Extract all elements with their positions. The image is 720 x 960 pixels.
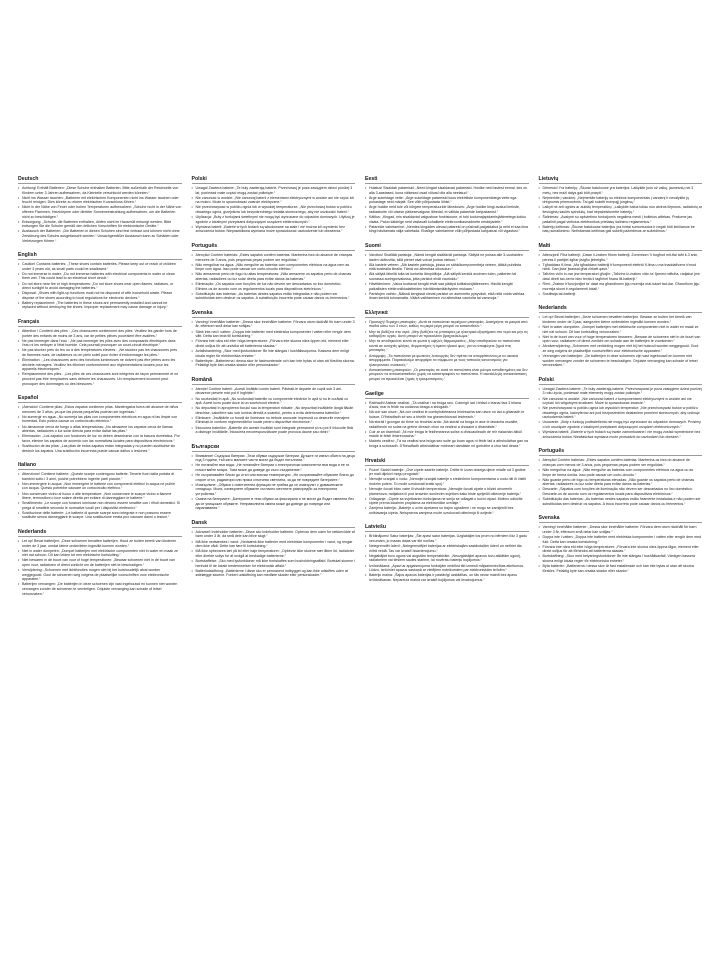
warning-item: • Varning! Innehåller batterier: „Dessa skor innehåller batterier. Förvara utom räckhåll för barn under 3 år, eftersom små delar kan sväljas.“: [192, 320, 356, 329]
warning-item: • Nie przechowywać w pobliżu ognia lub wysokich temperatur: „Nie przechowywać butów w pobliżu otwartego ognia, kaloryferów ani pod bezpośrednim działaniem promieni słonecznych, aby uniknąć uszkodzenia baterii.“: [539, 406, 703, 420]
warning-item: • Bortskaffelse: „Sko med lysfunktioner må ikke bortskaffes som husholdningsaffald. Bortskaf skoene i henhold til de lokale bestemmelser for elektronisk affald.“: [192, 559, 356, 568]
warning-list: [192, 253, 356, 301]
warning-list: [365, 320, 529, 382]
warning-item: • Iznīcināšana: „Apavi ar apgaismojuma funkcijām nedrīkst tikt izmesti mājsaimniecības atkritumos. Lūdzu, iznīciniet apavus saskaņā ar vietējiem noteikumiem par elektroniskām ierīcēm.“: [365, 564, 529, 573]
text-column: [365, 176, 529, 591]
warning-item: • No almacenar cerca de fuego o altas temperaturas: „No almacene los zapatos cerca de llamas abiertas, radiadores o luz solar directa para evitar dañar las pilas.“: [18, 425, 182, 434]
warning-list: [539, 525, 703, 573]
warning-list: [365, 534, 529, 582]
warning-item: • Brīdinājums! Satur baterijas: „Šie apavi satur baterijas. Uzglabājiet tos prom no bērniem līdz 3 gadu vecumam, jo mazas daļas var tikt norītas.“: [365, 534, 529, 543]
warning-item: • Niet in water dompelen: „Dompel batterijen met elektrische componenten niet in water en maak ze niet nat schoon. Dit kan kortsluiting veroorzaken.“: [539, 325, 703, 334]
warning-item: • Byta batterier: „Batterierna i dessa skor är fast installerade och kan inte bytas ut utan att skorna förstörs. Felaktig byte kan orsaka skador eller skador.“: [539, 564, 703, 573]
language-section: [18, 319, 182, 386]
warning-item: • Não guarde perto de fogo ou temperaturas elevadas: „Não guarde os sapatos perto de chamas abertas, radiadores ou luz solar direta para evitar danos às baterias.“: [539, 478, 703, 487]
language-heading: Nederlands: [539, 305, 703, 313]
warning-item: • Pozor! Sadrži baterije: „Ove cipele sadrže baterije. Držite ih izvan dosega djece mlađe od 3 godine jer mali dijelovi mogu progutati.“: [365, 468, 529, 477]
warning-item: • Let op! Bevat batterijen: „Deze schoenen bevatten batterijen. Houd ze buiten bereik van kinderen onder de 3 jaar, omdat kleine onderdelen ingeslikt kunnen worden.“: [18, 539, 182, 548]
warning-item: • Älä säilytä lähellä tulta tai korkeita lämpötiloja: „Älä säilytä kenkiä avoimen tulen, patterien tai suorassa auringonvalossa, jotta paristot eivät vaurioidu.“: [365, 272, 529, 281]
warning-list: [18, 472, 182, 520]
language-heading: Gaeilge: [365, 391, 529, 399]
text-column: [18, 176, 182, 605]
language-heading: Português: [539, 448, 703, 456]
warning-list: [539, 387, 703, 440]
warning-item: • Hoiatus! Sisaldab patareisid: „Need kingad sisaldavad patareisid. Hoidke neid lastest eemal, kes on alla 3-aastased, kuna väikesed osad võivad olla alla neelatud.“: [365, 186, 529, 195]
warning-item: • Nie zanurzać w wodzie: „Nie zanurzaj baterii z elementami elektrycznymi w wodzie ani nie czyść ich na mokro. Może to spowodować zwarcie elektryczne.“: [192, 196, 356, 205]
language-section: [365, 524, 529, 582]
language-section: [192, 176, 356, 234]
language-section: [18, 462, 182, 520]
language-heading: Deutsch: [18, 176, 182, 184]
language-section: [539, 448, 703, 506]
language-section: [192, 377, 356, 435]
warning-item: • Uwaga! Zawiera baterie: „Te buty zawierają baterie. Przechowuj je poza zasięgiem dzieci poniżej 3 lat, ponieważ małe części mogą zostać połknięte.“: [192, 186, 356, 195]
warning-item: • Nemojte čuvati blizu vatre ili visokih temperatura: „Nemojte čuvati cipele u blizini otvorenih plamenova, radijatora ili pod izravnim sunčevim svjetlom kako biste spriječili oštećenje baterija.“: [365, 487, 529, 496]
warning-item: • Må ikke opbevares tæt på ild eller høje temperaturer: „Opbevar ikke skoene nær åben ild, radiatorer eller direkte sollys for at undgå at beskadige batterierne.“: [192, 549, 356, 558]
warning-item: • Изхвърляне: „Обувки с осветителни функции не трябва да се изхвърлят с домакинските отпадъци. Моля, изхвърлете обувките съгласно местните разпоредби за електронни устройства.“: [192, 483, 356, 497]
language-section: [365, 176, 529, 234]
warning-list: [539, 315, 703, 368]
warning-list: [365, 468, 529, 516]
warning-item: • Smaltimento: „Le scarpe con funzioni luminose non devono essere smaltite con i rifiuti domestici. Si prega di smaltirle secondo le normative locali per i dispositivi elettronici.“: [18, 501, 182, 510]
language-heading: Română: [192, 377, 356, 385]
text-column: [539, 176, 703, 582]
language-heading: Ελληνικά: [365, 310, 529, 318]
language-section: [192, 310, 356, 368]
language-heading: Malti: [539, 243, 703, 251]
warning-item: • Usuwanie: „Buty z funkcją podświetlenia nie mogą być wyrzucane do odpadów domowych. Prosimy o ich usunięcie zgodnie z lokalnymi przepisami dotyczącymi urządzeń elektronicznych.“: [539, 420, 703, 429]
language-section: [192, 520, 356, 578]
warning-item: • Tgħaddasx fl-ilma: „Ma tgħaddasx batteriji b’komponenti elettriċi fl-ilma u ma tnaddafhomx b’mod niedi. Dan jista’ jwassal għal ċirkwit qasir.“: [539, 263, 703, 272]
warning-item: • Verwijdering: „Schoenen met lichtfuncties mogen niet bij het huishoudelijk afval worden weggegooid. Gooi de schoenen weg volgens de plaatselijke voorschriften voor elektronische apparaten.“: [18, 568, 182, 582]
warning-item: • Neglabājiet tuvu uguns vai augstām temperatūrām: „Neuzglabājiet apavus tuvu atklātām ugunij, radiatoriem vai tiešiem saules stariem, lai novērstu bateriju bojājumus.“: [365, 554, 529, 563]
warning-item: • Rimi: „Żraben b’funzjonijiet ta’ dawl ma għandhomx jiġu mormija mal-iskart tad-dar. Għandhom jiġu mormija skont ir-regolamenti lokali.“: [539, 282, 703, 291]
warning-item: • Προσοχή! Περιέχει μπαταρίες: „Αυτά τα παπούτσια περιέχουν μπαταρίες. Διατηρήστε τα μακριά από παιδιά κάτω των 3 ετών, καθώς τα μικρά μέρη μπορεί να καταποθούν.“: [365, 320, 529, 329]
warning-item: • Смяна на батериите: „Батериите в тези обувки са фиксирани и не могат да бъдат сменени без да се унищожат обувките. Неправилната смяна може да доведе до повреди или наранявания.“: [192, 497, 356, 511]
warning-list: [365, 253, 529, 301]
warning-item: • Sostituzione delle batterie: „Le batterie di queste scarpe sono integrate e non possono essere sostituite senza danneggiare le scarpe. Una sostituzione errata può causare danni o lesioni.“: [18, 511, 182, 520]
warning-item: • Caution! Contains batteries: „These shoes contain batteries. Please keep out of reach of children under 3 years old, as small parts could be swallowed.“: [18, 262, 182, 271]
warning-item: • Zamjena baterija: „Baterije u ovim cipelama su trajno ugrađene i ne mogu se zamijeniti bez uništavanja cipela. Neispravna zamjena može uzrokovati oštećenja ili ozljede.“: [365, 506, 529, 515]
warning-item: • Attenzjoni! Fiha batteriji: „Dawn il-żraben fihom batteriji. Żommhom ’il bogħod mit-tfal taħt it-3 snin, peress li partijiet żgħar jistgħu jinbelgħu.“: [539, 253, 703, 262]
language-section: [18, 176, 182, 243]
language-section: [365, 310, 529, 382]
warning-item: • Hävittäminen: „Valoa tuottavat kengät eivät saa päätyä kotitalousjätteeseen. Hävitä kengät paikallisten elektroniikkalaitteiden hävittämismääräysten mukaan.“: [365, 282, 529, 291]
language-section: [18, 395, 182, 453]
language-heading: Français: [18, 319, 182, 327]
warning-item: • Wymiana baterii: „Baterie w tych butach są wbudowane na stałe i nie można ich wymienić bez zniszczenia butów. Nieprawidłowa wymiana może spowodować uszkodzenie lub obrażenia.“: [192, 225, 356, 234]
warning-item: • Non immergere in acqua: „Non immergere le batterie con componenti elettrici in acqua né pulirle con acqua. Questo potrebbe causare un cortocircuito elettrico.“: [18, 482, 182, 491]
warning-item: • Disposal: „Shoes with light-up functions must not be disposed of with household waste. Please dispose of the shoes according to local regulations for electronic devices.“: [18, 291, 182, 300]
language-section: [539, 243, 703, 296]
warning-item: • Achtung! Enthält Batterien: „Diese Schuhe enthalten Batterien. Bitte außerhalb der Reichweite von Kindern unter 3 Jahren aufbewahren, da Kleinteile verschluckt werden könnten.“: [18, 186, 182, 195]
language-heading: Svenska: [539, 515, 703, 523]
warning-item: • Bortskaffning: „Skor med belysningsfunktioner får inte slängas i hushållsavfall. Vänligen kassera skorna enligt lokala regler för elektroniska enheter.“: [539, 554, 703, 563]
columns: [18, 176, 702, 605]
warning-item: • Sostitwija tal-batteriji: [539, 292, 703, 297]
warning-item: • Paristojen vaihto: „Näissä kengissä olevat paristot on asennettu pysyvästi, eikä niitä voida vaihtaa ilman kenkiä tuhoamatta. Väärä vaihtaminen voi aiheuttaa vaurioita tai vammoja.“: [365, 292, 529, 301]
warning-item: • Não armazenar perto de fogo ou altas temperaturas: „Não armazene os sapatos perto de chamas abertas, radiadores ou luz solar direta para evitar danos às baterias.“: [192, 272, 356, 281]
language-section: [365, 243, 529, 301]
warning-item: • Cuir ar an dramhaíl: „Ní mór bróga le feidhmeanna soilse a dhíscaoileadh de réir rialachán áitiúil maidir le feistí leictreonacha.“: [365, 430, 529, 439]
language-heading: Lietuvių: [539, 176, 703, 184]
language-heading: Български: [192, 444, 356, 452]
warning-item: • Entsorgung: „Schuhe, die Batterien enthalten, dürfen nicht im Hausmüll entsorgt werden. Bitte entsorgen Sie die Schuhe gemäß den örtlichen Vorschriften für elektronische Geräte.“: [18, 220, 182, 229]
warning-item: • Non conservare vicino al fuoco o alte temperature: „Non conservare le scarpe vicino a fiamme libere, termosifoni o luce solare diretta per evitare di danneggiare le batterie.“: [18, 492, 182, 501]
warning-item: • Avfallshantering: „Skor med ljusfunktioner får inte slängas i hushållssoporna. Kassera dem enligt lokala regler för elektroniska enheter.“: [192, 349, 356, 358]
language-section: [539, 377, 703, 440]
warning-item: • Patareide vahetamine: „Nendes kingades olevad patareid on püsivalt paigaldatud ja neid ei saa ilma kingi hävitamata välja vahetada. Ebaõige vahetamine võib põhjustada kahjustusi või vigastusi.“: [365, 225, 529, 234]
warning-item: • Substituição das baterias: „As baterias destes sapatos estão integradas e não podem ser substituídas sem destruir os sapatos. A substituição incorreta pode causar danos ou ferimentos.“: [192, 292, 356, 301]
warning-item: • Descarte: „Sapatos com funções de iluminação não devem ser descartados no lixo doméstico. Descarte-os de acordo com os regulamentos locais para dispositivos eletrônicos.“: [539, 487, 703, 496]
language-section: [539, 176, 703, 234]
warning-item: • Απόρριψη: „Τα παπούτσια με φωτεινές λειτουργίες δεν πρέπει να απορρίπτονται με τα οικιακά απορρίμματα. Παρακαλούμε απορρίψτε τα σύμφωνα με τους τοπικούς κανονισμούς για ηλεκτρονικές συσκευές.“: [365, 354, 529, 368]
warning-item: • Attenzione! Contiene batterie: „Queste scarpe contengono batterie. Tenerle fuori dalla portata di bambini sotto i 3 anni, poiché potrebbero ingerire parti piccole.“: [18, 472, 182, 481]
language-section: [365, 458, 529, 516]
warning-item: • Substituição das baterias: „As baterias nestes sapatos estão fixamente instaladas e não podem ser substituídas sem destruir os sapatos. A troca incorreta pode causar danos ou ferimentos.“: [539, 497, 703, 506]
warning-item: • Battery replacement: „The batteries in these shoes are permanently installed and cannot be replaced without destroying the shoes. Improper replacement may cause damage or injury.“: [18, 301, 182, 310]
warning-item: • Dėmesio! Yra baterijų: „Šiuose batukuose yra baterijos. Laikykite juos už vaikų, jaunesnių nei 3 metų, nes maži dalys gali būti praryti.“: [539, 186, 703, 195]
warning-list: [365, 401, 529, 449]
warning-item: • Atenção! Contém baterias: „Estes sapatos contêm baterias. Mantenha fora do alcance de crianças menores de 3 anos, pois pequenas peças podem ser engolidas.“: [192, 253, 356, 262]
warning-item: • Varning! Innehåller batterier: „Dessa skor innehåller batterier. Förvara dem utom räckhåll för barn under 3 år, eftersom små delar kan sväljas.“: [539, 525, 703, 534]
warning-item: • Sänk inte ned i vatten: „Doppa inte batterier med elektriska komponenter i vatten eller rengör dem vått. Detta kan leda till kortslutning.“: [192, 330, 356, 339]
warning-item: • Μην τα βυθίζετε στο νερό: „Μην βυθίζετε τις μπαταρίες με ηλεκτρικά εξαρτήματα στο νερό και μην τις καθαρίζετε υγρές. Αυτό μπορεί να προκαλέσει βραχυκύκλωμα.“: [365, 330, 529, 339]
language-section: [365, 391, 529, 449]
warning-item: • Taħżinx viċin in-nar jew temperaturi għoljin: „Taħżinx iż-żraben viċin ta’ fjammi miftuħa, radjaturi jew dawl dirett tax-xemx biex tevita li tagħmel ħsara lill-batteriji.“: [539, 272, 703, 281]
language-heading: Eesti: [365, 176, 529, 184]
text-column: [192, 176, 356, 587]
warning-item: • Nu scufundați în apă: „Nu scufundați bateriile cu componente electrice în apă și nu le curățați cu apă. Acest lucru poate duce la un scurtcircuit electric.“: [192, 397, 356, 406]
warning-list: [192, 454, 356, 511]
warning-list: [539, 253, 703, 296]
warning-item: • Nicht in der Nähe von Feuer oder hohen Temperaturen aufbewahren: „Schuhe nicht in der Nähe von offenen Flammen, Heizkörpern oder direkter Sonneneinstrahlung aufbewahren, um die Batterien nicht zu beschädigen.“: [18, 205, 182, 219]
language-heading: Hrvatski: [365, 458, 529, 466]
warning-item: • Laikyti ne arti ugnies ar aukštų temperatūrų: „Laikykite batus toliau nuo atviros liepsnos, radiatorių ar tiesioginių saulės spindulių, kad nepažeistumėte baterijų.“: [539, 205, 703, 214]
warning-list: [18, 539, 182, 596]
warning-item: • Let op! Bevat batterijen: „Deze schoenen bevatten batterijen. Bewaar ze buiten het bereik van kinderen onder de 3 jaar, aangezien kleine onderdelen ingeslikt kunnen worden.“: [539, 315, 703, 324]
language-section: [18, 252, 182, 310]
warning-item: • Šalinimas: „Avalynė su apšvietimo funkcijomis negalima mesti į buitinius atliekas. Prašome jas pašalinti pagal vietinius elektronikos prietaisų šalinimo reglamentus.“: [539, 215, 703, 224]
language-heading: Nederlands: [18, 529, 182, 537]
warning-item: • Do not immerse in water: „Do not immerse batteries with electrical components in water or clean them wet. This could lead to an electrical short circuit.“: [18, 272, 182, 281]
warning-item: • Vervangen van batterijen: „De batterijen in deze schoenen zijn vast ingebouwd en kunnen niet worden vervangen zonder de schoenen te beschadigen. Onjuiste vervanging kan schade of letsel veroorzaken.“: [539, 354, 703, 368]
warning-item: • Élimination : „Les chaussures avec des fonctions lumineuses ne doivent pas être jetées avec les déchets ménagers. Veuillez les éliminer conformément aux règlementations locales pour les appareils électroniques.“: [18, 358, 182, 372]
warning-item: • Внимание! Съдържа батерии: „Тези обувки съдържат батерии. Дръжте ги извън обсега на деца под 3 години, тъй като малките части могат да бъдат погълнати.“: [192, 454, 356, 463]
warning-item: • Attention ! Contient des piles : „Ces chaussures contiennent des piles. Veuillez les garder hors de portée des enfants de moins de 3 ans, car de petites pièces pourraient être avalées.“: [18, 329, 182, 338]
warning-item: • Não mergulhar na água: „Não mergulhe as baterias com componentes elétricos na água ou as limpe de forma úmida. Isso pode causar um curto-circuito.“: [539, 468, 703, 477]
warning-item: • Nie przechowywać w pobliżu ognia lub w wysokiej temperaturze: „Nie przechowuj butów w pobliżu otwartego ognia, grzejników lub bezpośredniego światła słonecznego, aby nie uszkodzić baterii.“: [192, 205, 356, 214]
warning-list: [18, 186, 182, 243]
warning-item: • Ná cuir san uisce: „Ná cuir ceallraí le comhpháirteanna leictreacha san uisce nó iad a ghlanadh le huisce. D'fhéadfadh sé seo a bheith ina ghearrchiorcad leictreach.“: [365, 410, 529, 419]
warning-item: • Niet in water dompelen: „Dompel batterijen met elektrische componenten niet in water en maak ze niet nat schoon. Dit kan leiden tot een elektrische kortsluiting.“: [18, 549, 182, 558]
warning-item: • Nicht ins Wasser tauchen: „Batterien mit elektrischen Komponenten nicht ins Wasser tauchen oder feucht reinigen. Dies könnte zu einem elektrischen Kurzschluss führen.“: [18, 196, 182, 205]
warning-item: • Batteribyte: „Batterierna i dessa skor är fastmonterade och kan inte bytas ut utan att förstöra skorna. Felaktigt byte kan orsaka skador eller personskador.“: [192, 359, 356, 368]
warning-item: • Uwaga! Zawiera baterie: „Te buty zawierają baterie. Przechowywać je poza zasięgiem dzieci poniżej 3 roku życia, ponieważ małe elementy mogą zostać połknięte.“: [539, 387, 703, 396]
warning-item: • Ärge sukeldage vette: „Ärge sukeldage patareisid koos elektriliste komponentidega vette ega puhastage neid märjalt. See võib põhjustada lühist.“: [365, 196, 529, 205]
warning-item: • Utylizacja: „Buty z funkcjami świetlnymi nie mogą być wyrzucane do odpadów domowych. Utylizuj je zgodnie z lokalnymi przepisami dotyczącymi urządzeń elektronicznych.“: [192, 215, 356, 224]
warning-item: • Batteriudskiftning: „Batterierne i disse sko er permanent indbygget og kan ikke udskiftes uden at ødelægge skoene. Forkert udskiftning kan medføre skader eller personskader.“: [192, 569, 356, 578]
warning-item: • Älä kastele veteen: „Älä kastele paristoja, joissa on sähkökomponentteja veteen, äläkä puhdista niitä kostealla liinalla. Tämä voi aiheuttaa oikosulun.“: [365, 263, 529, 272]
warning-item: • Eliminação: „Os sapatos com funções de luz não devem ser descartados no lixo doméstico. Elimine-os de acordo com os regulamentos locais para dispositivos eletrônicos.“: [192, 282, 356, 291]
warning-item: • Rabhadh! Aistear ceallraí: „Tá ceallraí i na bróga seo. Coinnigh iad i bhfad ó leanaí faoi 3 bliana d'aois, mar is féidir na codanna beaga a shlogadh.“: [365, 401, 529, 410]
warning-list: [192, 186, 356, 234]
warning-item: • Μην τα αποθηκεύετε κοντά σε φωτιά ή υψηλές θερμοκρασίες: „Μην αποθηκεύετε τα παπούτσια κοντά σε ανοιχτές φλόγες, θερμαντήρες ή άμεσο ηλιακό φως, για να αποφύγετε ζημιά στις μπαταρίες.“: [365, 339, 529, 353]
warning-list: [192, 530, 356, 578]
warning-item: • ¡Atención! Contiene pilas: „Estos zapatos contienen pilas. Manténgalos fuera del alcance de niños menores de 3 años, ya que las piezas pequeñas podrían ser ingeridas.“: [18, 405, 182, 414]
warning-item: • Ärge hoidke neid tule või kõrgete temperatuuride läheduses: „Ärge hoidke kingi avatud leekide, radiaatorite või otsese päikesevalguse lähedal, et vältida patareide kahjustamist.“: [365, 205, 529, 214]
warning-item: • Eliminación: „Los zapatos con funciones de luz no deben desecharse con la basura doméstica. Por favor, elimine los zapatos de acuerdo con las normativas locales para dispositivos electrónicos.“: [18, 434, 182, 443]
warning-item: • Не потапяйте във вода: „Не потапяйте батерии с електрически компоненти във вода и не ги почиствайте мокри. Това може да доведе до късо съединение.“: [192, 463, 356, 472]
warning-item: • Förvara inte nära eld eller höga temperaturer: „Förvara inte skorna nära öppna lågor, element eller direkt solljus för att förhindra att batterierna skadas.“: [539, 545, 703, 554]
language-heading: Italiano: [18, 462, 182, 470]
language-heading: Español: [18, 395, 182, 403]
warning-item: • Niet bewaren in de buurt van vuur of hoge temperaturen: „Bewaar schoenen niet in de buurt van open vuur, radiatoren of direct zonlicht om de batterijen niet te beschadigen.“: [18, 558, 182, 567]
warning-item: • Atenție! Conține baterii: „Acești încălțări conțin baterii. Păstrați-le departe de copiii sub 3 ani, deoarece piesele mici pot fi înghițite.“: [192, 387, 356, 396]
warning-item: • Înlocuirea bateriilor: „Bateriile din aceste încălțări sunt integrate permanent și nu pot fi înlocuite fără a distruge încălțările. Înlocuirea necorespunzătoare poate provoca daune sau răniri.“: [192, 426, 356, 435]
language-heading: Português: [192, 243, 356, 251]
language-section: [18, 529, 182, 596]
warning-item: • Wymiana baterii: „Baterie w tych butach są trwale zamontowane i nie mogą zostać wymienione bez zniszczenia butów. Niewłaściwa wymiana może prowadzić do uszkodzeń lub obrażeń.“: [539, 430, 703, 439]
warning-list: [539, 186, 703, 234]
warning-item: • Atenção! Contém baterias: „Estes sapatos contêm baterias. Mantenha-os fora do alcance de crianças com menos de 3 anos, pois pequenas peças podem ser engolidas.“: [539, 458, 703, 467]
warning-item: • Do not store near fire or high temperatures: „Do not store shoes near open flames, radiators, or direct sunlight to avoid damaging the batteries.“: [18, 282, 182, 291]
warning-item: • Neįmerkite į vandenį: „Neįmerkite baterijų su elektros komponentais į vandenį ir nevalykite jų drėgnomis priemonėmis. Tai gali sukelti trumpąjį jungimą.“: [539, 196, 703, 205]
warning-item: • Eliminare: „Încălțările cu funcții de iluminare nu trebuie aruncate împreună cu deșeurile menajere. Eliminați-le conform reglementărilor locale pentru dispozitive electronice.“: [192, 416, 356, 425]
warning-item: • Sustitución de las pilas: „Las pilas de estos zapatos están integradas y no pueden sustituirse sin destruir los zapatos. Una sustitución incorrecta puede causar daños o lesiones.“: [18, 444, 182, 453]
language-heading: Latviešu: [365, 524, 529, 532]
warning-item: • Batterijen vervangen: „De batterijen in deze schoenen zijn vast ingebouwd en kunnen niet worden vervangen zonder de schoenen te vernietigen. Onjuiste vervanging kan schade of letsel veroorzaken.“: [18, 582, 182, 596]
language-section: [192, 243, 356, 301]
warning-item: • Ne pas stocker près du feu ou à des températures élevées : „Ne stockez pas les chaussures près de flammes nues, de radiateurs ou en plein soleil pour éviter d'endommager les piles.“: [18, 348, 182, 357]
warning-item: • Må ikke nedsænkes i vand: „Nedsænk ikke batterier med elektriske komponenter i vand, og rengør dem ikke vådt. Dette kan føre til kortslutning.“: [192, 540, 356, 549]
warning-item: • Doppa inte i vatten: „Doppa inte batterier med elektriska komponenter i vatten eller rengör dem med fukt. Detta kan orsaka kortslutning.“: [539, 535, 703, 544]
warning-item: • Förvara inte nära eld eller höga temperaturer: „Förvara inte skorna nära öppen eld, element eller direkt solljus för att undvika att batterierna skadas.“: [192, 339, 356, 348]
warning-list: [192, 387, 356, 435]
warning-item: • Odlaganje: „Cipele sa svjetlosnim funkcijama ne smiju se odlagati u kućni otpad. Molimo odložite cipele prema lokalnim propisima za elektroničke uređaje.“: [365, 497, 529, 506]
language-section: [192, 444, 356, 511]
language-heading: Polski: [539, 377, 703, 385]
warning-list: [18, 329, 182, 386]
language-section: [539, 305, 703, 368]
warning-item: • Niet in de buurt van vuur of hoge temperaturen bewaren: „Bewaar de schoenen niet in de buurt van open vuur, radiatoren of direct zonlicht om schade aan de batterijen te voorkomen.“: [539, 335, 703, 344]
warning-item: • Não mergulhar na água: „Não mergulhe as baterias com componentes elétricos na água nem as limpe com água. Isso pode causar um curto-circuito elétrico.“: [192, 263, 356, 272]
language-section: [539, 515, 703, 573]
warning-item: • Austausch der Batterien: „Die Batterien in diesen Schuhen sind fest verbaut und können nicht ohne Zerstörung des Schuhs ausgetauscht werden.“ Unsachgemäßer Austausch kann zu Schäden oder Verletzungen führen.“: [18, 229, 182, 243]
warning-item: • Nu depozitați în apropierea focului sau la temperaturi ridicate: „Nu depozitați încălțările lângă flăcări deschise, calorifere sau sub lumina directă a soarelui, pentru a evita deteriorarea bateriilor.“: [192, 406, 356, 415]
warning-list: [192, 320, 356, 368]
warning-item: • Baterijų keitimas: „Šiuose batukuose baterijos yra tvirtai sumontuotos ir negali būti keičiamos be batų sunaikinimo. Netinkamas keitimas gali sukelti pažeidimus ar sužeidimus.“: [539, 225, 703, 234]
language-heading: Svenska: [192, 310, 356, 318]
language-heading: Dansk: [192, 520, 356, 528]
warning-list: [18, 405, 182, 453]
warning-item: • Remplacement des piles : „Les piles de ces chaussures sont intégrées de façon permanente et ne peuvent pas être remplacées sans détruire les chaussures. Un remplacement incorrect peut provoquer des dommages ou des blessures.“: [18, 372, 182, 386]
warning-item: • Neiegremdēt ūdenī: „Neiegremdējiet baterijas ar elektriskajām sastāvdaļām ūdenī un netīriet tās mitrā veidā. Tas var izraisīt īssavienojumu.“: [365, 544, 529, 553]
warning-list: [539, 458, 703, 506]
warning-item: • Ne pas immerger dans l'eau : „Ne pas immerger les piles avec des composants électriques dans l'eau ni les nettoyer à l'état humide. Cela pourrait provoquer un court-circuit électrique.“: [18, 339, 182, 348]
language-heading: Suomi: [365, 243, 529, 251]
warning-item: • Nemojte uranjati u vodu: „Nemojte uranjati baterije s električnim komponentama u vodu niti ih čistiti mokrim putem. To može uzrokovati kratki spoj.“: [365, 477, 529, 486]
warning-item: • No sumergir en agua: „No sumerja las pilas con componentes eléctricos en agua ni las limpie con humedad. Esto podría causar un cortocircuito eléctrico.“: [18, 415, 182, 424]
warning-item: • Ná stóráil i gcóngar do thine nó teochtaí arda: „Ná stóráil na bróga in aice le lasracha oscailte, radaitheoirí nó solas na gréine díreach chun na ceallraí a chosaint ó dhamáiste.“: [365, 420, 529, 429]
warning-item: • Bateriju maiņa: „Šajos apavos baterijas ir pastāvīgi uzstādītas, un tās nevar mainīt bez apavu iznīcināšanas. Nepareiza maiņa var izraisīt bojājumus vai ievainojumus.“: [365, 573, 529, 582]
warning-item: • Не съхранявайте близо до огън или високи температури: „Не съхранявайте обувките близо до открит огън, радиатори или пряка слънчева светлина, за да не повредите батериите.“: [192, 473, 356, 482]
warning-item: • Malartú ceallraí: „Tá na ceallraí sna bróga seo suite go buan agus ní féidir iad a athsholáthar gan na bróga a scriosadh. D'fhéadfadh athsholáthar mícheart damáiste nó gortuithe a chur faoi deara.“: [365, 439, 529, 448]
language-heading: Polski: [192, 176, 356, 184]
warning-list: [365, 186, 529, 234]
warning-item: • Varoitus! Sisältää paristoja: „Nämä kengät sisältävät paristoja. Säilytä ne poissa alle 3-vuotiaiden lasten ulottuvilta, sillä pienet osat voivat joutua nieluun.“: [365, 253, 529, 262]
warning-item: • Αντικατάσταση μπαταριών: „Οι μπαταρίες σε αυτά τα παπούτσια είναι μόνιμα τοποθετημένες και δεν μπορούν να αντικατασταθούν χωρίς να καταστραφούν τα παπούτσια. Η ακατάλληλη αντικατάσταση μπορεί να προκαλέσει ζημιές ή τραυματισμούς.“: [365, 368, 529, 382]
warning-item: • Nie zanurzać w wodzie: „Nie zanurzać baterii z komponentami elektrycznymi w wodzie ani nie czyścić ich wilgotnymi środkami. Może to spowodować zwarcie.“: [539, 397, 703, 406]
warning-item: • Käitlus: „Kingad, mis sisaldavad valgustuse funktsioone, ei tohi kodumajapidamisjäätmetega kokku visata. Palun käidelge neid vastavalt kohalikele elektroonikaseadmete eeskirjadele.“: [365, 215, 529, 224]
language-heading: English: [18, 252, 182, 260]
warning-item: • Advarsel! Indeholder batterier: „Disse sko indeholder batterier. Opbevar dem uden for rækkevidde af børn under 3 år, da små dele kan blive slugt.“: [192, 530, 356, 539]
warning-list: [18, 262, 182, 310]
warning-item: • Afvalverwijdering: „Schoenen met verlichting mogen niet bij het huisvuil worden weggegooid. Gooi ze weg volgens de plaatselijke voorschriften voor elektronische apparaten.“: [539, 344, 703, 353]
